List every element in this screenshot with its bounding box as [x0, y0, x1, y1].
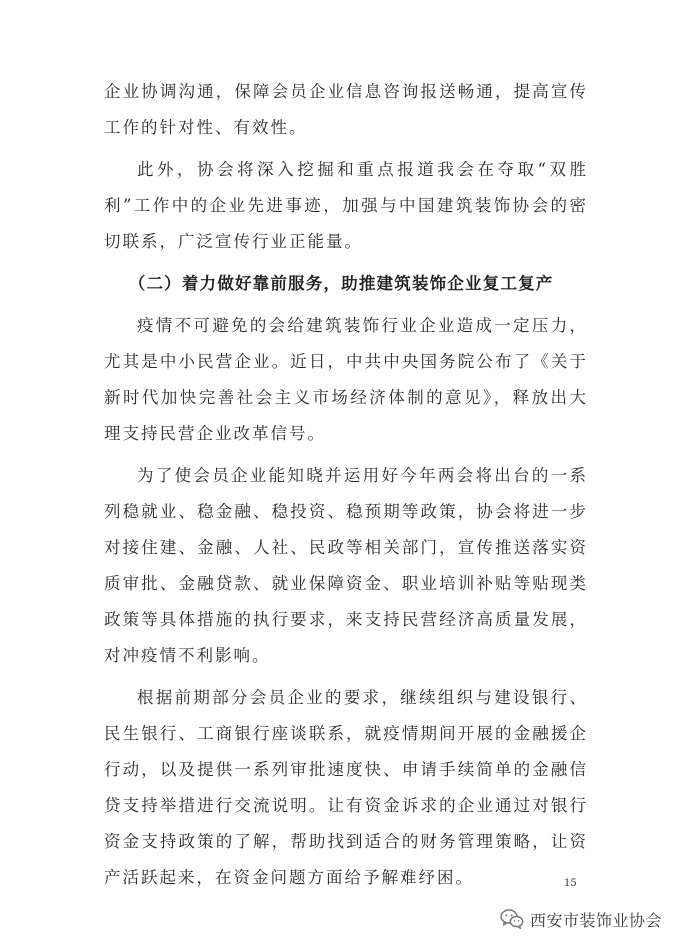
watermark-text: 西安市装饰业协会 — [530, 910, 663, 930]
document-body — [104, 74, 588, 896]
paragraph-publicity: 此外，协会将深入挖掘和重点报道我会在夺取“双胜利”工作中的企业先进事迹，加强与中国建筑装饰协会的密切联系，广泛宣传行业正能量。 — [104, 160, 588, 251]
paragraph-banking: 根据前期部分会员企业的要求，继续组织与建设银行、民生银行、工商银行座谈联系，就疫情期间开展的金融援企行动，以及提供一系列审批速度快、申请手续简单的金融信贷支持举措进行交流说明。让有资金诉求的企业通过对银行资金支持政策的了解，帮助找到适合的财务管理策略，让资产活跃起来，在资金问题方面给予解难纾困。 — [104, 688, 588, 887]
watermark — [496, 903, 666, 935]
wechat-icon — [500, 908, 524, 930]
paragraph-continuation: 企业协调沟通，保障会员企业信息咨询报送畅通，提高宣传工作的针对性、有效性。 — [104, 82, 588, 137]
page-number: 15 — [564, 878, 577, 889]
paragraph-policy: 为了使会员企业能知晓并运用好今年两会将出台的一系列稳就业、稳金融、稳投资、稳预期等政策，协会将进一步对接住建、金融、人社、民政等相关部门，宣传推送落实资质审批、金融贷款、就业保障资金、职业培训补贴等贴现类政策等具体措施的执行要求，来支持民营经济高质量发展，对冲疫情不利影响。 — [104, 466, 588, 665]
paragraph-epidemic: 疫情不可避免的会给建筑装饰行业企业造成一定压力，尤其是中小民营企业。近日，中共中央国务院公布了《关于新时代加快完善社会主义市场经济体制的意见》，释放出大理支持民营企业改革信号。 — [104, 316, 588, 443]
section-heading: （二）着力做好靠前服务，助推建筑装饰企业复工复产 — [128, 274, 554, 293]
